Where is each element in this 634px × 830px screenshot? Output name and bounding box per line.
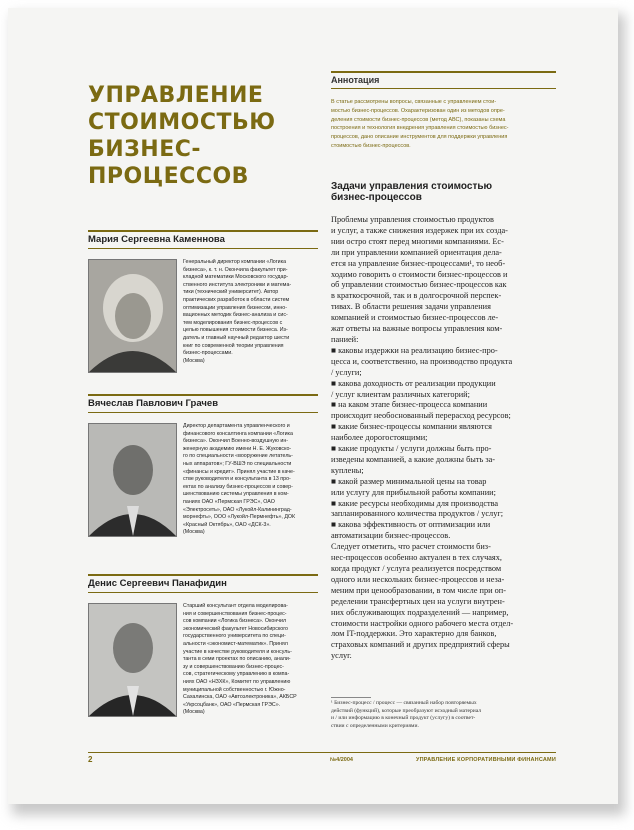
author-bio-2: Директор департамента управленческого и финансового консалтинга компании «Логика бизнеса». Окончил Военно-воздушную ин- женерную академию имени Н. Е. Жуковско- го по специальности «вооружение летатель- ных аппаратов»; ГУ-ВШЭ по специальности «финансы и кредит». Принял участие в каче- стве руководителя и консультанта в 13 про- ектах по анализу бизнес-процессов и совер- шенствованию системы управления в ком- паниях ОАО «Пермская ГРЭС», ОАО «Электросеть», ОАО «Лукойл-Калининград- морнефть», ООО «Лукойл-Пермнефть», ДОК «Красный Октябрь», ОАО «ДСК-3». (Москва)	[183, 423, 296, 536]
abstract-text: В статье рассмотрены вопросы, связанные с управлением стои- мостью бизнес-процессов. Охарактеризован один из методов опре- деления стоимости бизнес-процессов (метод АВС), показаны схема построения и технология внедрения управления стоимостью бизнес- процессов, дано описание инструментов для поддержки управления стоимостью бизнес-процессов.	[331, 99, 509, 149]
page-number: 2	[88, 755, 93, 764]
journal-page	[8, 8, 618, 804]
author-bio-1: Генеральный директор компании «Логика бизнеса», к. т. н. Окончила факультет при- кладной математики Московского государ- ственного института электроники и матема- тики (технический университет). Автор практических разработок в области систем оптимизации управления бизнесом, инно- вационных методик бизнес-анализа и сис- тем моделирования бизнес-процессов с целью повышения стоимости бизнеса. Из- датель и главный научный редактор шести книг по современной теории управления бизнес-процессами. (Москва)	[183, 259, 292, 364]
author-header-3	[88, 574, 318, 593]
author-header-2	[88, 394, 318, 413]
author-photo-1	[88, 259, 177, 373]
footnote: ¹ Бизнес-процесс / процесс — связанный набор повторяемых действий (функций), которые преобразуют исходный материал и / или информацию в конечный продукт (услугу) в соответ- ствии с определенными критериями.	[331, 700, 482, 729]
abstract-label: Аннотация	[331, 75, 380, 85]
abstract-header	[331, 71, 556, 89]
author-bio-3: Старший консультант отдела моделирова- ния и совершенствования бизнес-процес- сов компании «Логика бизнеса». Окончил экономический факультет Новосибирского государственного университета по специ- альности «экономист-математик». Принял участие в качестве руководителя и консуль- танта в семи проектах по описанию, анали- зу и совершенствованию бизнес-процес- сов, стратегическому управлению в компа- ниях ОАО «НЗХК», Комитет по управлению муниципальной собственностью г. Южно- Сахалинска, ОАО «Автоэлектроника», АКБСР «Укрсоцбанк», ОАО «Пермская ГРЭС». (Москва)	[183, 603, 297, 716]
article-title: УПРАВЛЕНИЕ СТОИМОСТЬЮ БИЗНЕС- ПРОЦЕССОВ	[88, 83, 276, 189]
author-name: Денис Сергеевич Панафидин	[88, 578, 227, 589]
portrait-woman-icon	[89, 260, 176, 372]
author-photo-3	[88, 603, 177, 717]
journal-name: УПРАВЛЕНИЕ КОРПОРАТИВНЫМИ ФИНАНСАМИ	[415, 757, 556, 763]
section-title: Задачи управления стоимостью бизнес-процессов	[331, 181, 493, 203]
issue-number: №4/2004	[330, 757, 353, 763]
author-photo-2	[88, 423, 177, 537]
footer-rule	[88, 752, 556, 753]
author-name: Вячеслав Павлович Грачев	[88, 398, 219, 409]
author-name: Мария Сергеевна Каменнова	[88, 234, 225, 245]
footnote-rule	[331, 697, 371, 698]
article-body: Проблемы управления стоимостью продуктов и услуг, а также снижения издержек при их созда- нии остро стоят перед многими компаниями. Ес- ли при управлении компанией ориентация дела- ется на управление бизнес-процессами¹, то необ- ходимо говорить о стоимости бизнес-процессов и об управлении стоимостью бизнес-процессов как в краткосрочной, так и в долгосрочной перспек- тивах. В области решения задачи управления компанией и стоимостью бизнес-процессов ле- жат ответы на важные вопросы управления ком- панией: ■ каковы издержки на реализацию бизнес-про- цесса и, соответственно, на производство продукта / услуги; ■ какова доходность от реализации продукции / услуг клиентам различных категорий; ■ на каком этапе бизнес-процесса компании происходит необоснованный перерасход ресурсов; ■ какие бизнес-процессы компании являются наиболее дорогостоящими; ■ какие продукты / услуги должны быть про- изведены компанией, а какие должны быть за- куплены; ■ какой размер минимальной цены на товар или услугу для прибыльной работы компании; ■ какие ресурсы необходимы для производства запланированного количества продуктов / услуг; ■ какова эффективность от оптимизации или автоматизации бизнес-процессов. Следует отметить, что расчет стоимости биз- нес-процессов особенно актуален в тех случаях, когда продукт / услуга реализуется посредством одного или нескольких бизнес-процессов и незa- меним при ценообразовании, в том числе при оп- ределении трансфертных цен на услуги внутрен- них обслуживающих подразделений — например, стоимости настройки одного рабочего места отдел- лом IT-поддержки. Это характерно для банков, страховых компаний и других предприятий сферы услуг.	[331, 215, 514, 661]
author-header-1	[88, 230, 318, 249]
portrait-man-icon	[89, 424, 176, 536]
portrait-man-icon	[89, 604, 176, 716]
